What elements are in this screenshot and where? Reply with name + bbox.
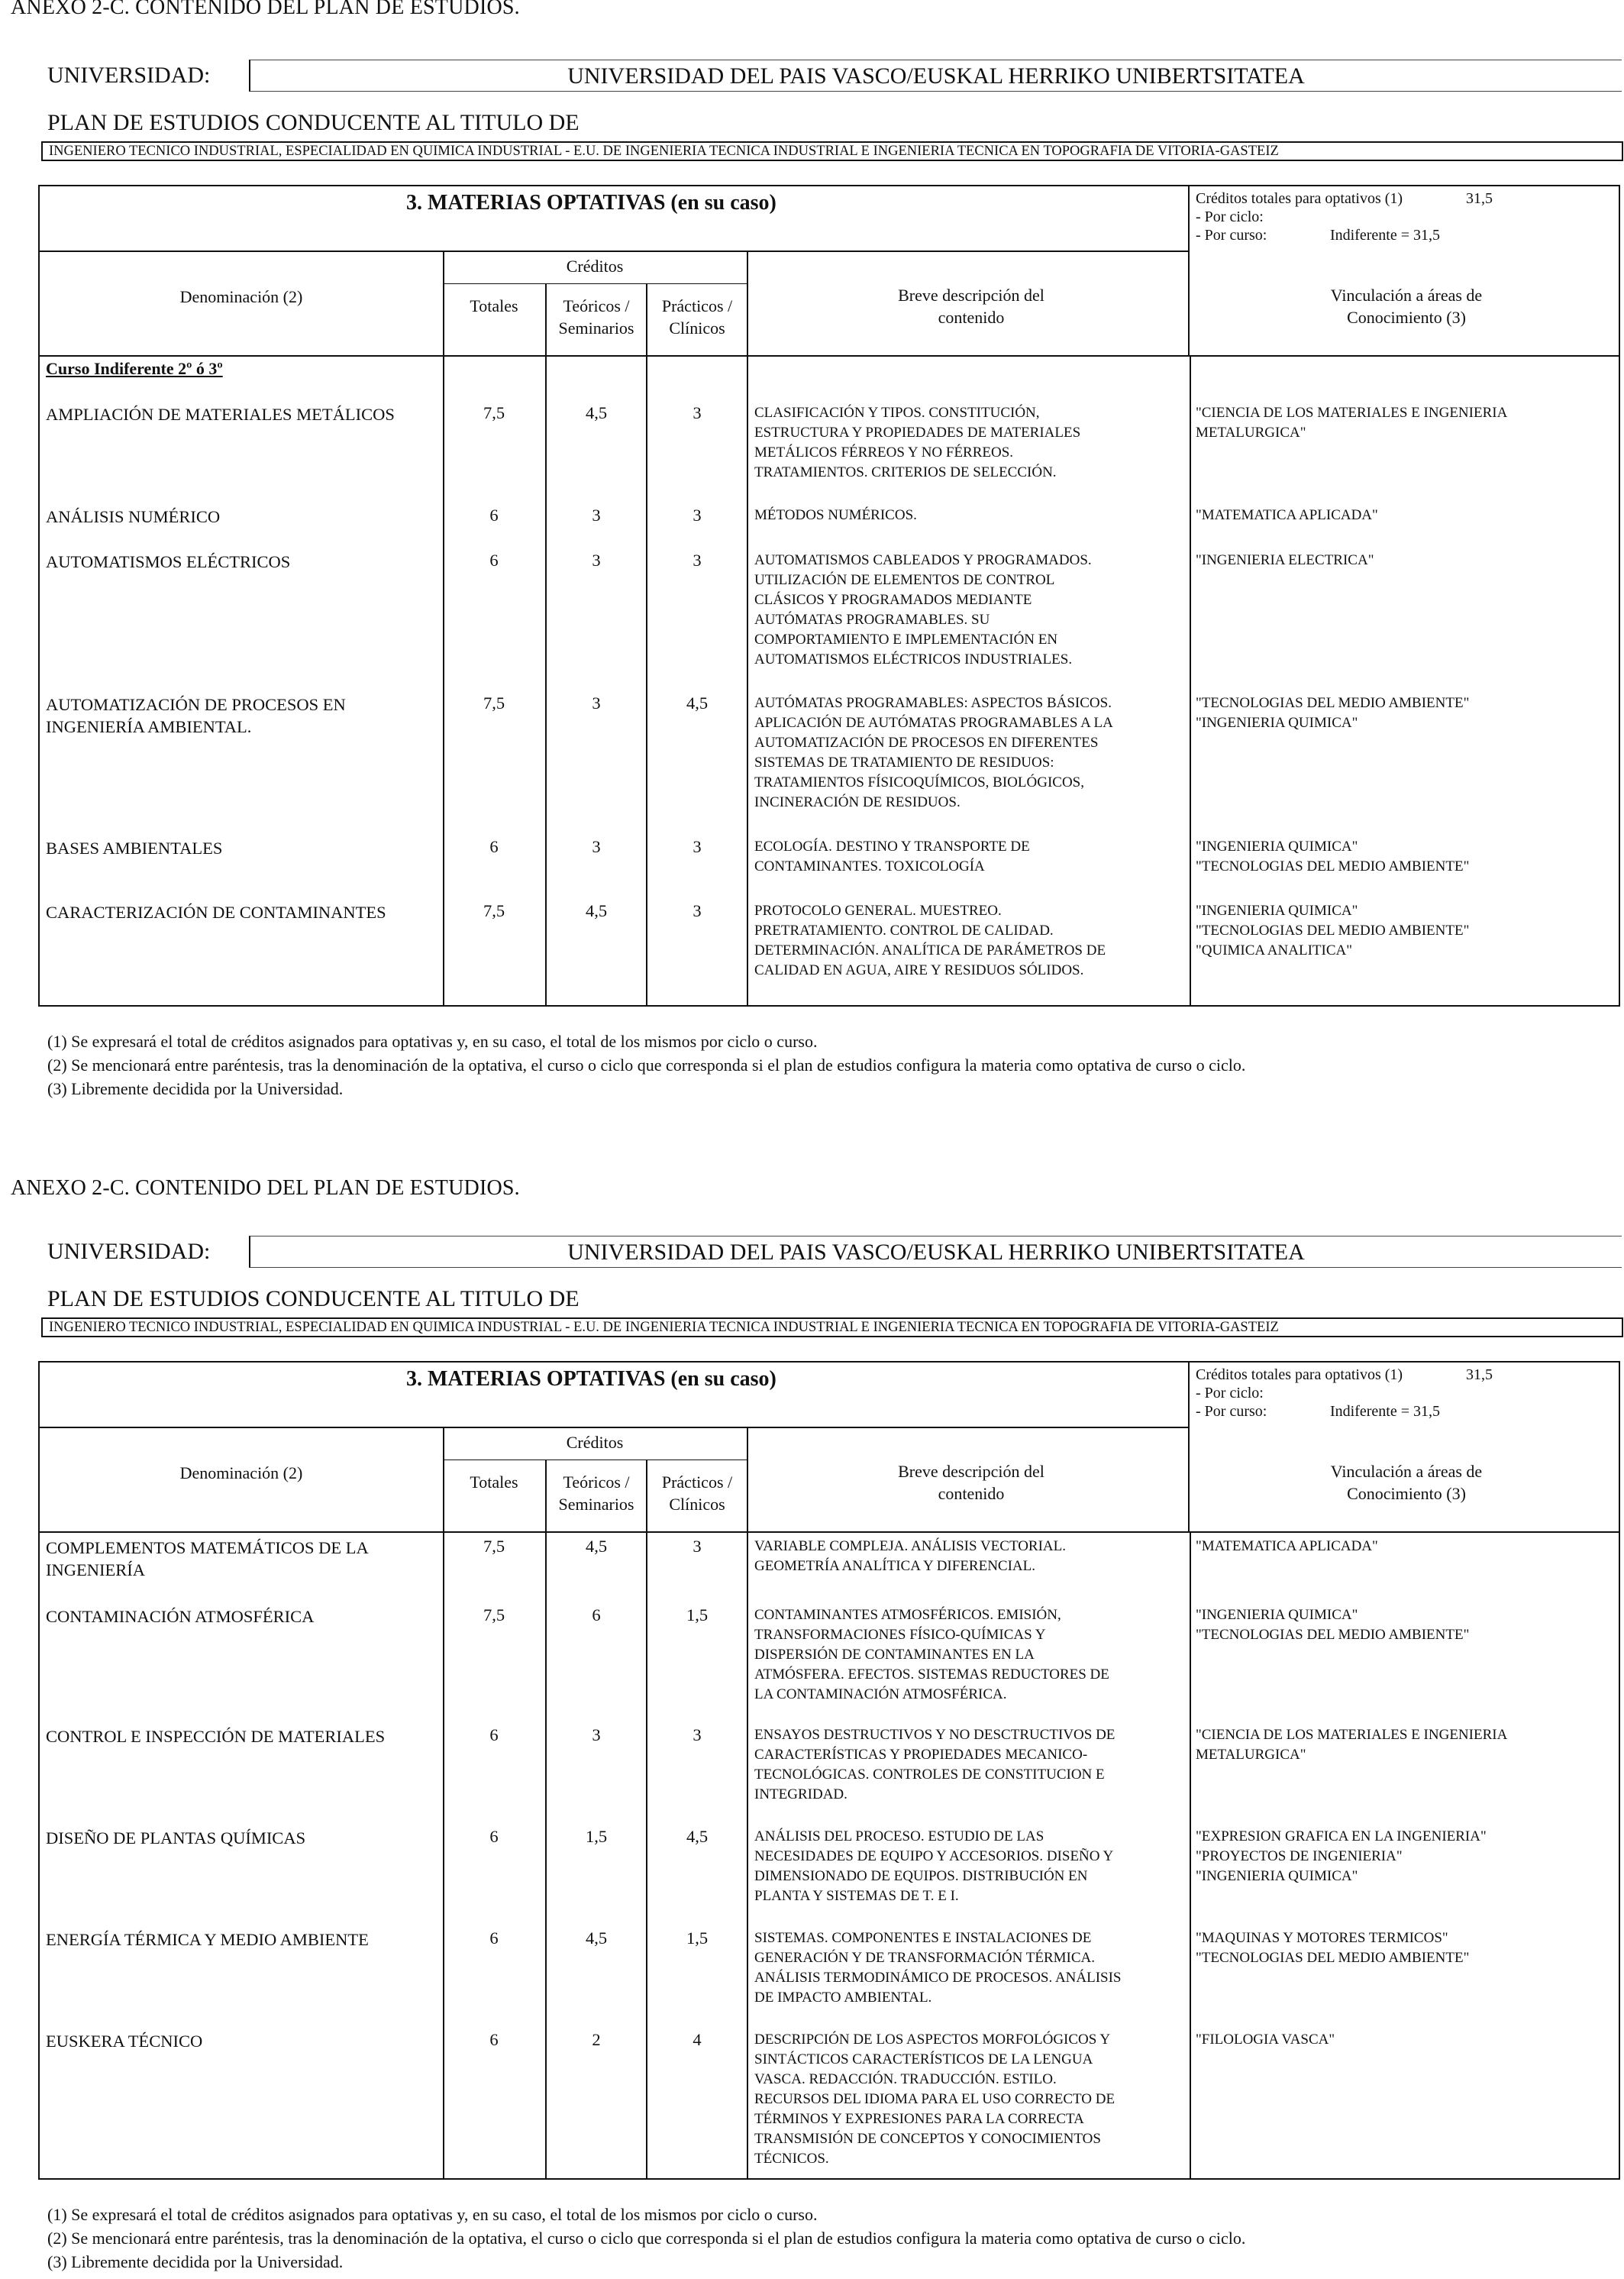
- optional-subjects-table: [38, 185, 1620, 1007]
- degree-title: INGENIERO TECNICO INDUSTRIAL, ESPECIALIDAD EN QUIMICA INDUSTRIAL - E.U. DE INGENIERIA TECNICA INDUSTRIAL E INGENIERIA TECNICA EN TOPOGRAFIA DE VITORIA-GASTEIZ: [49, 1320, 1279, 1335]
- credits-teoricos: 2: [592, 2030, 601, 2049]
- header-vinculacion: Vinculación a áreas de Conocimiento (3): [1330, 286, 1483, 327]
- footnote-3: (3) Libremente decidida por la Universidad.: [47, 1079, 344, 1098]
- table-rule: [1190, 355, 1191, 1005]
- table-rule: [1190, 1531, 1191, 2178]
- credits-practicos: 3: [693, 551, 702, 570]
- credits-per-course-label: - Por curso:: [1196, 227, 1267, 244]
- subject-description: SISTEMAS. COMPONENTES E INSTALACIONES DE GENERACIÓN Y DE TRANSFORMACIÓN TÉRMICA. ANÁLISIS TERMODINÁMICO DE PROCESOS. ANÁLISIS DE IMPACTO AMBIENTAL.: [754, 1930, 1122, 2006]
- credits-per-cycle: - Por ciclo:: [1196, 1385, 1264, 1401]
- knowledge-areas: "INGENIERIA QUIMICA" "TECNOLOGIAS DEL MEDIO AMBIENTE": [1196, 839, 1470, 874]
- header-creditos: Créditos: [566, 1433, 624, 1452]
- subject-description: DESCRIPCIÓN DE LOS ASPECTOS MORFOLÓGICOS Y SINTÁCTICOS CARACTERÍSTICOS DE LA LENGUA VASCA. REDACCIÓN. TRADUCCIÓN. ESTILO. RECURSOS DEL IDIOMA PARA EL USO CORRECTO DE TÉRMINOS Y EXPRESIONES PARA LA CORRECTA TRANSMISIÓN DE CONCEPTOS Y CONOCIMIENTOS TÉCNICOS.: [754, 2032, 1115, 2167]
- subject-name: CONTAMINACIÓN ATMOSFÉRICA: [46, 1607, 315, 1626]
- subject-description: AUTOMATISMOS CABLEADOS Y PROGRAMADOS. UTILIZACIÓN DE ELEMENTOS DE CONTROL CLÁSICOS Y PROGRAMADOS MEDIANTE AUTÓMATAS PROGRAMABLES. SU COMPORTAMIENTO E IMPLEMENTACIÓN EN AUTOMATISMOS ELÉCTRICOS INDUSTRIALES.: [754, 552, 1092, 668]
- credits-practicos: 3: [693, 1537, 702, 1556]
- knowledge-areas: "INGENIERIA QUIMICA" "TECNOLOGIAS DEL MEDIO AMBIENTE" "QUIMICA ANALITICA": [1196, 903, 1470, 958]
- subject-description: VARIABLE COMPLEJA. ANÁLISIS VECTORIAL. GEOMETRÍA ANALÍTICA Y DIFERENCIAL.: [754, 1538, 1067, 1574]
- credits-practicos: 3: [693, 837, 702, 856]
- header-practicos: Prácticos / Clínicos: [661, 296, 733, 338]
- university-name: UNIVERSIDAD DEL PAIS VASCO/EUSKAL HERRIKO UNIBERTSITATEA: [567, 1240, 1305, 1265]
- degree-box: [41, 1317, 1623, 1337]
- knowledge-areas: "MAQUINAS Y MOTORES TERMICOS" "TECNOLOGIAS DEL MEDIO AMBIENTE": [1196, 1930, 1470, 1966]
- footnote-3: (3) Libremente decidida por la Universidad.: [47, 2252, 344, 2271]
- header-denominacion: Denominación (2): [179, 1463, 303, 1482]
- table-rule: [40, 1531, 1619, 1533]
- credits-totales: 6: [489, 1725, 499, 1744]
- footnotes: [47, 1030, 1245, 1101]
- credits-totales: 6: [489, 837, 499, 856]
- credits-practicos: 4,5: [686, 693, 709, 713]
- header-totales: Totales: [470, 1472, 518, 1492]
- subject-name: AMPLIACIÓN DE MATERIALES METÁLICOS: [46, 405, 395, 424]
- credits-teoricos: 4,5: [585, 403, 608, 422]
- credits-practicos: 3: [693, 901, 702, 920]
- footnote-2: (2) Se mencionará entre paréntesis, tras la denominación de la optativa, el curso o ciclo que corresponda si el plan de estudios configura la materia como optativa de curso o ciclo.: [47, 2229, 1246, 2248]
- table-rule: [545, 1460, 547, 2178]
- subject-name: AUTOMATIZACIÓN DE PROCESOS EN INGENIERÍA AMBIENTAL.: [46, 695, 346, 736]
- subject-name: EUSKERA TÉCNICO: [46, 2032, 203, 2051]
- subject-name: ENERGÍA TÉRMICA Y MEDIO AMBIENTE: [46, 1930, 369, 1949]
- table-rule: [747, 251, 748, 1005]
- credits-totales: 7,5: [483, 1605, 505, 1624]
- subject-description: PROTOCOLO GENERAL. MUESTREO. PRETRATAMIENTO. CONTROL DE CALIDAD. DETERMINACIÓN. ANALÍTICA DE PARÁMETROS DE CALIDAD EN AGUA, AIRE Y RESIDUOS SÓLIDOS.: [754, 903, 1106, 978]
- footnotes: [47, 2203, 1245, 2274]
- credits-teoricos: 3: [592, 506, 601, 525]
- table-rule: [40, 251, 1190, 252]
- table-title: 3. MATERIAS OPTATIVAS (en su caso): [406, 1367, 776, 1391]
- header-teoricos: Teóricos / Seminarios: [558, 296, 634, 338]
- credits-total-value: 31,5: [1466, 190, 1493, 207]
- credits-teoricos: 3: [592, 693, 601, 713]
- knowledge-areas: "TECNOLOGIAS DEL MEDIO AMBIENTE" "INGENIERIA QUIMICA": [1196, 695, 1470, 731]
- annex-heading: ANEXO 2-C. CONTENIDO DEL PLAN DE ESTUDIOS.: [11, 0, 520, 19]
- credits-totales: 6: [489, 2030, 499, 2049]
- header-denominacion: Denominación (2): [179, 287, 303, 306]
- table-rule: [545, 283, 547, 1005]
- subject-description: CLASIFICACIÓN Y TIPOS. CONSTITUCIÓN, ESTRUCTURA Y PROPIEDADES DE MATERIALES METÁLICOS FÉRREOS Y NO FÉRREOS. TRATAMIENTOS. CRITERIOS DE SELECCIÓN.: [754, 405, 1081, 480]
- header-practicos: Prácticos / Clínicos: [661, 1472, 733, 1514]
- credits-totales: 6: [489, 1928, 499, 1948]
- header-vinculacion: Vinculación a áreas de Conocimiento (3): [1330, 1462, 1483, 1503]
- subject-name: CARACTERIZACIÓN DE CONTAMINANTES: [46, 903, 386, 922]
- university-box: [249, 60, 1622, 92]
- credits-totales: 6: [489, 506, 499, 525]
- credits-totales: 7,5: [483, 693, 505, 713]
- knowledge-areas: "CIENCIA DE LOS MATERIALES E INGENIERIA METALURGICA": [1196, 405, 1508, 441]
- subject-name: ANÁLISIS NUMÉRICO: [46, 507, 221, 526]
- annex-heading: ANEXO 2-C. CONTENIDO DEL PLAN DE ESTUDIOS.: [11, 1176, 520, 1200]
- subject-description: ENSAYOS DESTRUCTIVOS Y NO DESCTRUCTIVOS DE CARACTERÍSTICAS Y PROPIEDADES MECANICO- TECNOLÓGICAS. CONTROLES DE CONSTITUCION E INTEGRIDAD.: [754, 1727, 1115, 1802]
- knowledge-areas: "FILOLOGIA VASCA": [1196, 2032, 1335, 2048]
- subject-name: BASES AMBIENTALES: [46, 839, 223, 858]
- header-teoricos: Teóricos / Seminarios: [558, 1472, 634, 1514]
- subject-name: COMPLEMENTOS MATEMÁTICOS DE LA INGENIERÍA: [46, 1538, 368, 1579]
- degree-title: INGENIERO TECNICO INDUSTRIAL, ESPECIALIDAD EN QUIMICA INDUSTRIAL - E.U. DE INGENIERIA TECNICA INDUSTRIAL E INGENIERIA TECNICA EN TOPOGRAFIA DE VITORIA-GASTEIZ: [49, 144, 1279, 159]
- credits-per-course-value: Indiferente = 31,5: [1330, 227, 1441, 244]
- optional-subjects-table: [38, 1361, 1620, 2180]
- knowledge-areas: "EXPRESION GRAFICA EN LA INGENIERIA" "PROYECTOS DE INGENIERIA" "INGENIERIA QUIMICA": [1196, 1828, 1487, 1884]
- university-name: UNIVERSIDAD DEL PAIS VASCO/EUSKAL HERRIKO UNIBERTSITATEA: [567, 63, 1305, 89]
- credits-practicos: 4,5: [686, 1827, 709, 1846]
- course-label: Curso Indiferente 2º ó 3º: [46, 359, 223, 378]
- table-rule: [443, 251, 444, 1005]
- credits-teoricos: 4,5: [585, 901, 608, 920]
- subject-description: ANÁLISIS DEL PROCESO. ESTUDIO DE LAS NECESIDADES DE EQUIPO Y ACCESORIOS. DISEÑO Y DIMENSIONADO DE EQUIPOS. DISTRIBUCIÓN EN PLANTA Y SISTEMAS DE T. E I.: [754, 1828, 1114, 1904]
- credits-per-cycle: - Por ciclo:: [1196, 209, 1264, 225]
- credits-practicos: 3: [693, 1725, 702, 1744]
- knowledge-areas: "MATEMATICA APLICADA": [1196, 507, 1378, 523]
- header-descripcion: Breve descripción del contenido: [898, 286, 1044, 327]
- header-descripcion: Breve descripción del contenido: [898, 1462, 1044, 1503]
- plan-label: PLAN DE ESTUDIOS CONDUCENTE AL TITULO DE: [47, 110, 580, 135]
- credits-teoricos: 4,5: [585, 1928, 608, 1948]
- table-rule: [747, 1427, 748, 2178]
- table-rule: [443, 283, 748, 284]
- credits-practicos: 3: [693, 403, 702, 422]
- credits-teoricos: 3: [592, 1725, 601, 1744]
- credits-practicos: 1,5: [686, 1928, 709, 1948]
- subject-name: AUTOMATISMOS ELÉCTRICOS: [46, 552, 291, 571]
- annex-section-2: [0, 1176, 1624, 2279]
- subject-description: CONTAMINANTES ATMOSFÉRICOS. EMISIÓN, TRANSFORMACIONES FÍSICO-QUÍMICAS Y DISPERSIÓN DE CONTAMINANTES EN LA ATMÓSFERA. EFECTOS. SISTEMAS REDUCTORES DE LA CONTAMINACIÓN ATMOSFÉRICA.: [754, 1607, 1109, 1702]
- table-rule: [646, 283, 647, 1005]
- header-totales: Totales: [470, 296, 518, 315]
- university-label: UNIVERSIDAD:: [47, 1239, 211, 1264]
- subject-name: CONTROL E INSPECCIÓN DE MATERIALES: [46, 1727, 386, 1746]
- table-rule: [646, 1460, 647, 2178]
- credits-total-label: Créditos totales para optativos (1): [1196, 1366, 1403, 1383]
- credits-practicos: 1,5: [686, 1605, 709, 1624]
- knowledge-areas: "CIENCIA DE LOS MATERIALES E INGENIERIA METALURGICA": [1196, 1727, 1508, 1763]
- credits-total-label: Créditos totales para optativos (1): [1196, 190, 1403, 207]
- knowledge-areas: "INGENIERIA QUIMICA" "TECNOLOGIAS DEL MEDIO AMBIENTE": [1196, 1607, 1470, 1643]
- credits-totales: 7,5: [483, 901, 505, 920]
- table-rule: [40, 1427, 1190, 1428]
- subject-description: MÉTODOS NUMÉRICOS.: [754, 507, 917, 523]
- subject-description: ECOLOGÍA. DESTINO Y TRANSPORTE DE CONTAMINANTES. TOXICOLOGÍA: [754, 839, 1030, 874]
- header-creditos: Créditos: [566, 257, 624, 276]
- credits-teoricos: 1,5: [585, 1827, 608, 1846]
- credits-totales: 7,5: [483, 1537, 505, 1556]
- credits-per-course-label: - Por curso:: [1196, 1403, 1267, 1420]
- table-rule: [1188, 186, 1190, 355]
- knowledge-areas: "INGENIERIA ELECTRICA": [1196, 552, 1374, 568]
- footnote-2: (2) Se mencionará entre paréntesis, tras la denominación de la optativa, el curso o ciclo que corresponda si el plan de estudios configura la materia como optativa de curso o ciclo.: [47, 1055, 1246, 1075]
- table-rule: [40, 355, 1619, 357]
- credits-practicos: 4: [693, 2030, 702, 2049]
- footnote-1: (1) Se expresará el total de créditos asignados para optativas y, en su caso, el total de los mismos por ciclo o curso.: [47, 1032, 818, 1051]
- plan-label: PLAN DE ESTUDIOS CONDUCENTE AL TITULO DE: [47, 1286, 580, 1311]
- table-title: 3. MATERIAS OPTATIVAS (en su caso): [406, 191, 776, 215]
- subject-name: DISEÑO DE PLANTAS QUÍMICAS: [46, 1828, 306, 1847]
- credits-teoricos: 6: [592, 1605, 601, 1624]
- degree-box: [41, 141, 1623, 161]
- university-label: UNIVERSIDAD:: [47, 63, 211, 88]
- credits-totales: 6: [489, 1827, 499, 1846]
- table-rule: [1188, 1363, 1190, 1531]
- credits-teoricos: 3: [592, 837, 601, 856]
- credits-practicos: 3: [693, 506, 702, 525]
- credits-total-value: 31,5: [1466, 1366, 1493, 1383]
- credits-teoricos: 3: [592, 551, 601, 570]
- university-box: [249, 1236, 1622, 1268]
- subject-description: AUTÓMATAS PROGRAMABLES: ASPECTOS BÁSICOS. APLICACIÓN DE AUTÓMATAS PROGRAMABLES A LA AUTOMATIZACIÓN DE PROCESOS EN DIFERENTES SISTEMAS DE TRATAMIENTO DE RESIDUOS: TRATAMIENTOS FÍSICOQUÍMICOS, BIOLÓGICOS, INCINERACIÓN DE RESIDUOS.: [754, 695, 1113, 810]
- credits-per-course-value: Indiferente = 31,5: [1330, 1403, 1441, 1420]
- knowledge-areas: "MATEMATICA APLICADA": [1196, 1538, 1378, 1554]
- credits-teoricos: 4,5: [585, 1537, 608, 1556]
- credits-totales: 7,5: [483, 403, 505, 422]
- credits-totales: 6: [489, 551, 499, 570]
- footnote-1: (1) Se expresará el total de créditos asignados para optativas y, en su caso, el total de los mismos por ciclo o curso.: [47, 2205, 818, 2224]
